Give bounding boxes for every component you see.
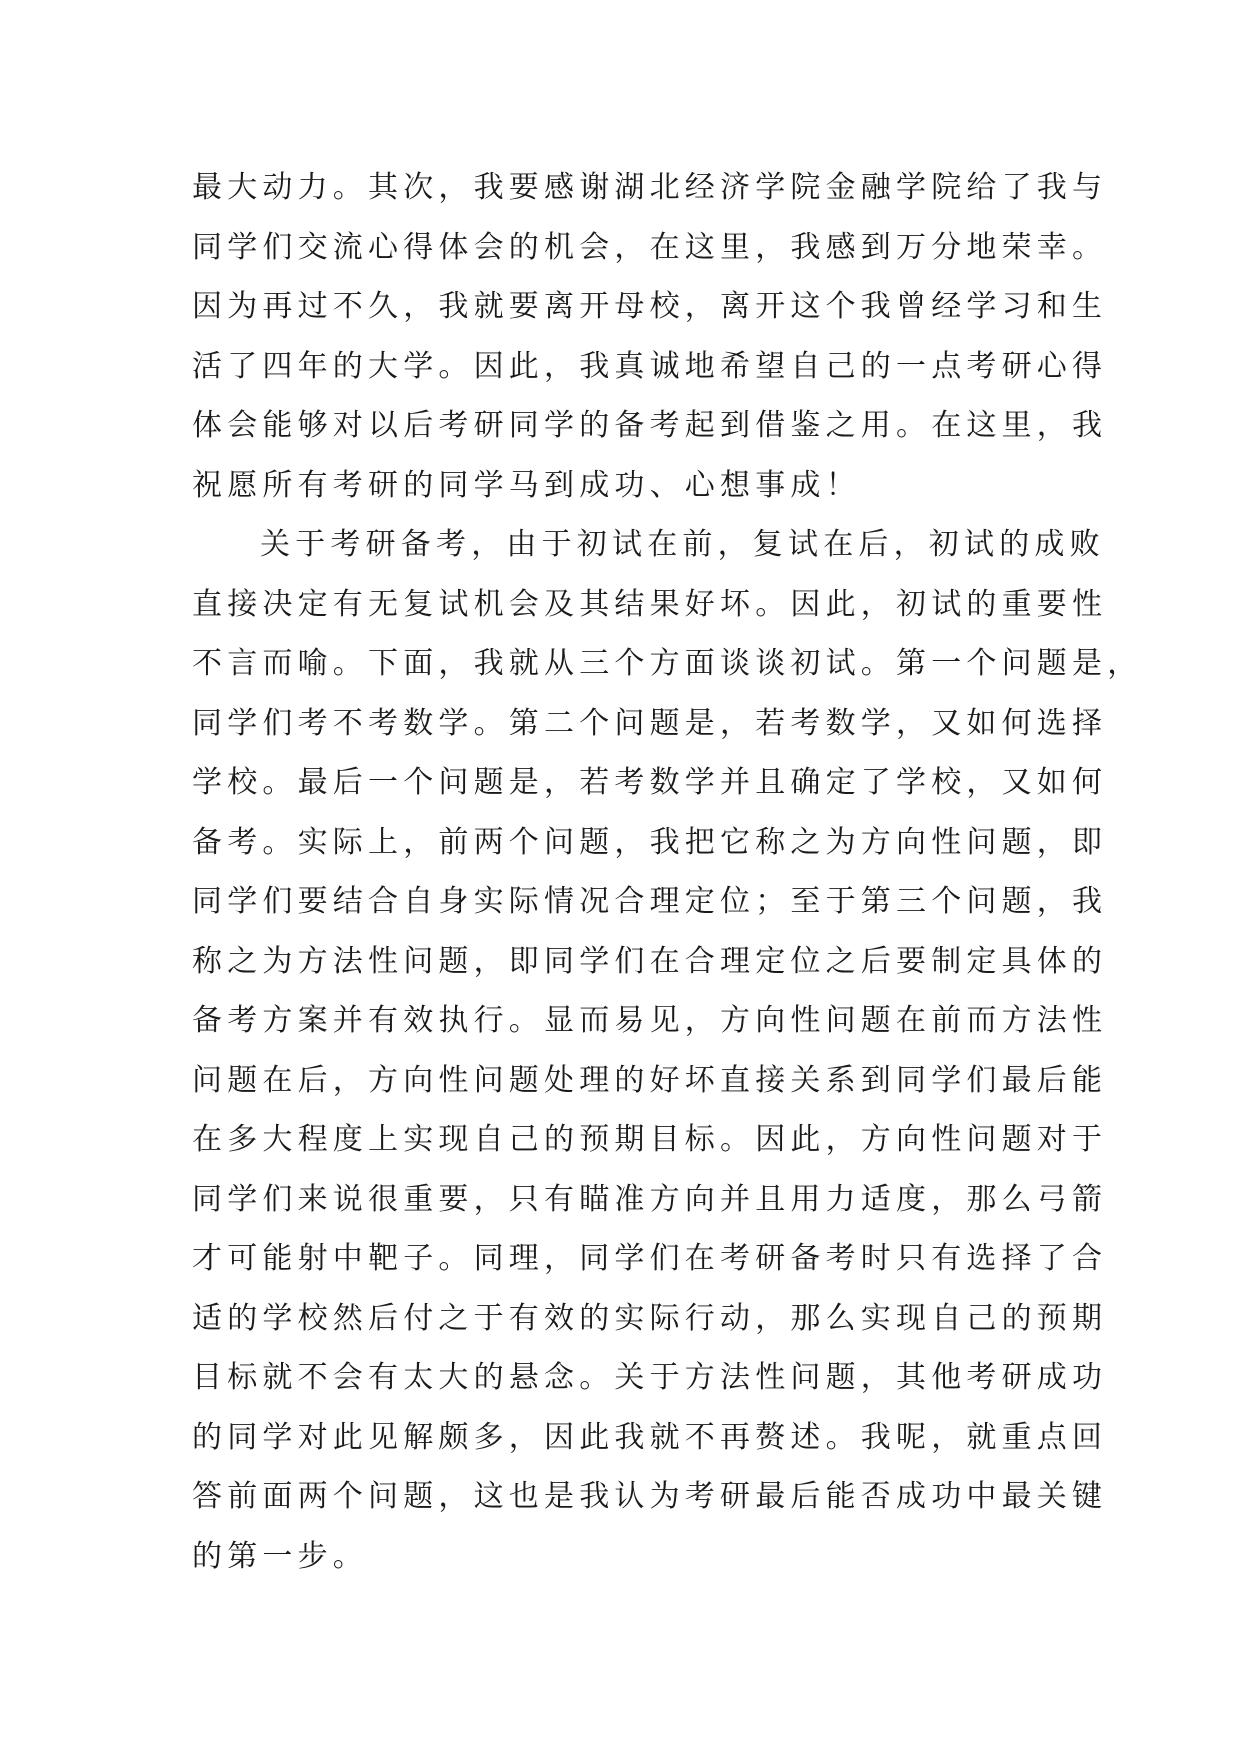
text-line: 答前面两个问题，这也是我认为考研最后能否成功中最关键 — [192, 1479, 1108, 1514]
text-line: 才可能射中靶子。同理，同学们在考研备考时只有选择了合 — [192, 1241, 1108, 1276]
text-line: 适的学校然后付之于有效的实际行动，那么实现自己的预期 — [192, 1300, 1108, 1336]
text-line: 因为再过不久，我就要离开母校，离开这个我曾经学习和生 — [192, 289, 1108, 324]
text-line: 关于考研备考，由于初试在前，复试在后，初试的成败 — [260, 527, 1105, 562]
paragraph-2 — [192, 515, 1143, 1586]
text-line: 学校。最后一个问题是，若考数学并且确定了学校，又如何 — [192, 765, 1108, 800]
text-line: 最大动力。其次，我要感谢湖北经济学院金融学院给了我与 — [192, 170, 1108, 205]
text-line: 同学们交流心得体会的机会，在这里，我感到万分地荣幸。 — [192, 229, 1108, 265]
text-line: 活了四年的大学。因此，我真诚地希望自己的一点考研心得 — [192, 348, 1108, 384]
text-line: 的第一步。 — [192, 1538, 368, 1574]
text-line: 体会能够对以后考研同学的备考起到借鉴之用。在这里，我 — [192, 408, 1108, 443]
text-line: 不言而喻。下面，我就从三个方面谈谈初试。第一个问题是， — [192, 646, 1143, 681]
text-line: 备考方案并有效执行。显而易见，方向性问题在前而方法性 — [192, 1003, 1108, 1038]
text-line: 直接决定有无复试机会及其结果好坏。因此，初试的重要性 — [192, 586, 1108, 622]
text-line: 称之为方法性问题，即同学们在合理定位之后要制定具体的 — [192, 943, 1108, 979]
text-line: 祝愿所有考研的同学马到成功、心想事成！ — [192, 467, 861, 503]
text-line: 在多大程度上实现自己的预期目标。因此，方向性问题对于 — [192, 1122, 1108, 1157]
paragraph-1 — [192, 158, 1108, 515]
text-line: 同学们来说很重要，只有瞄准方向并且用力适度，那么弓箭 — [192, 1181, 1108, 1217]
text-line: 同学们考不考数学。第二个问题是，若考数学，又如何选择 — [192, 705, 1108, 741]
body-text — [192, 158, 1143, 1586]
text-line: 备考。实际上，前两个问题，我把它称之为方向性问题，即 — [192, 824, 1108, 860]
text-line: 的同学对此见解颇多，因此我就不再赘述。我呢，就重点回 — [192, 1419, 1108, 1455]
text-line: 目标就不会有太大的悬念。关于方法性问题，其他考研成功 — [192, 1360, 1108, 1395]
text-line: 同学们要结合自身实际情况合理定位；至于第三个问题，我 — [192, 884, 1108, 919]
text-line: 问题在后，方向性问题处理的好坏直接关系到同学们最后能 — [192, 1062, 1108, 1098]
